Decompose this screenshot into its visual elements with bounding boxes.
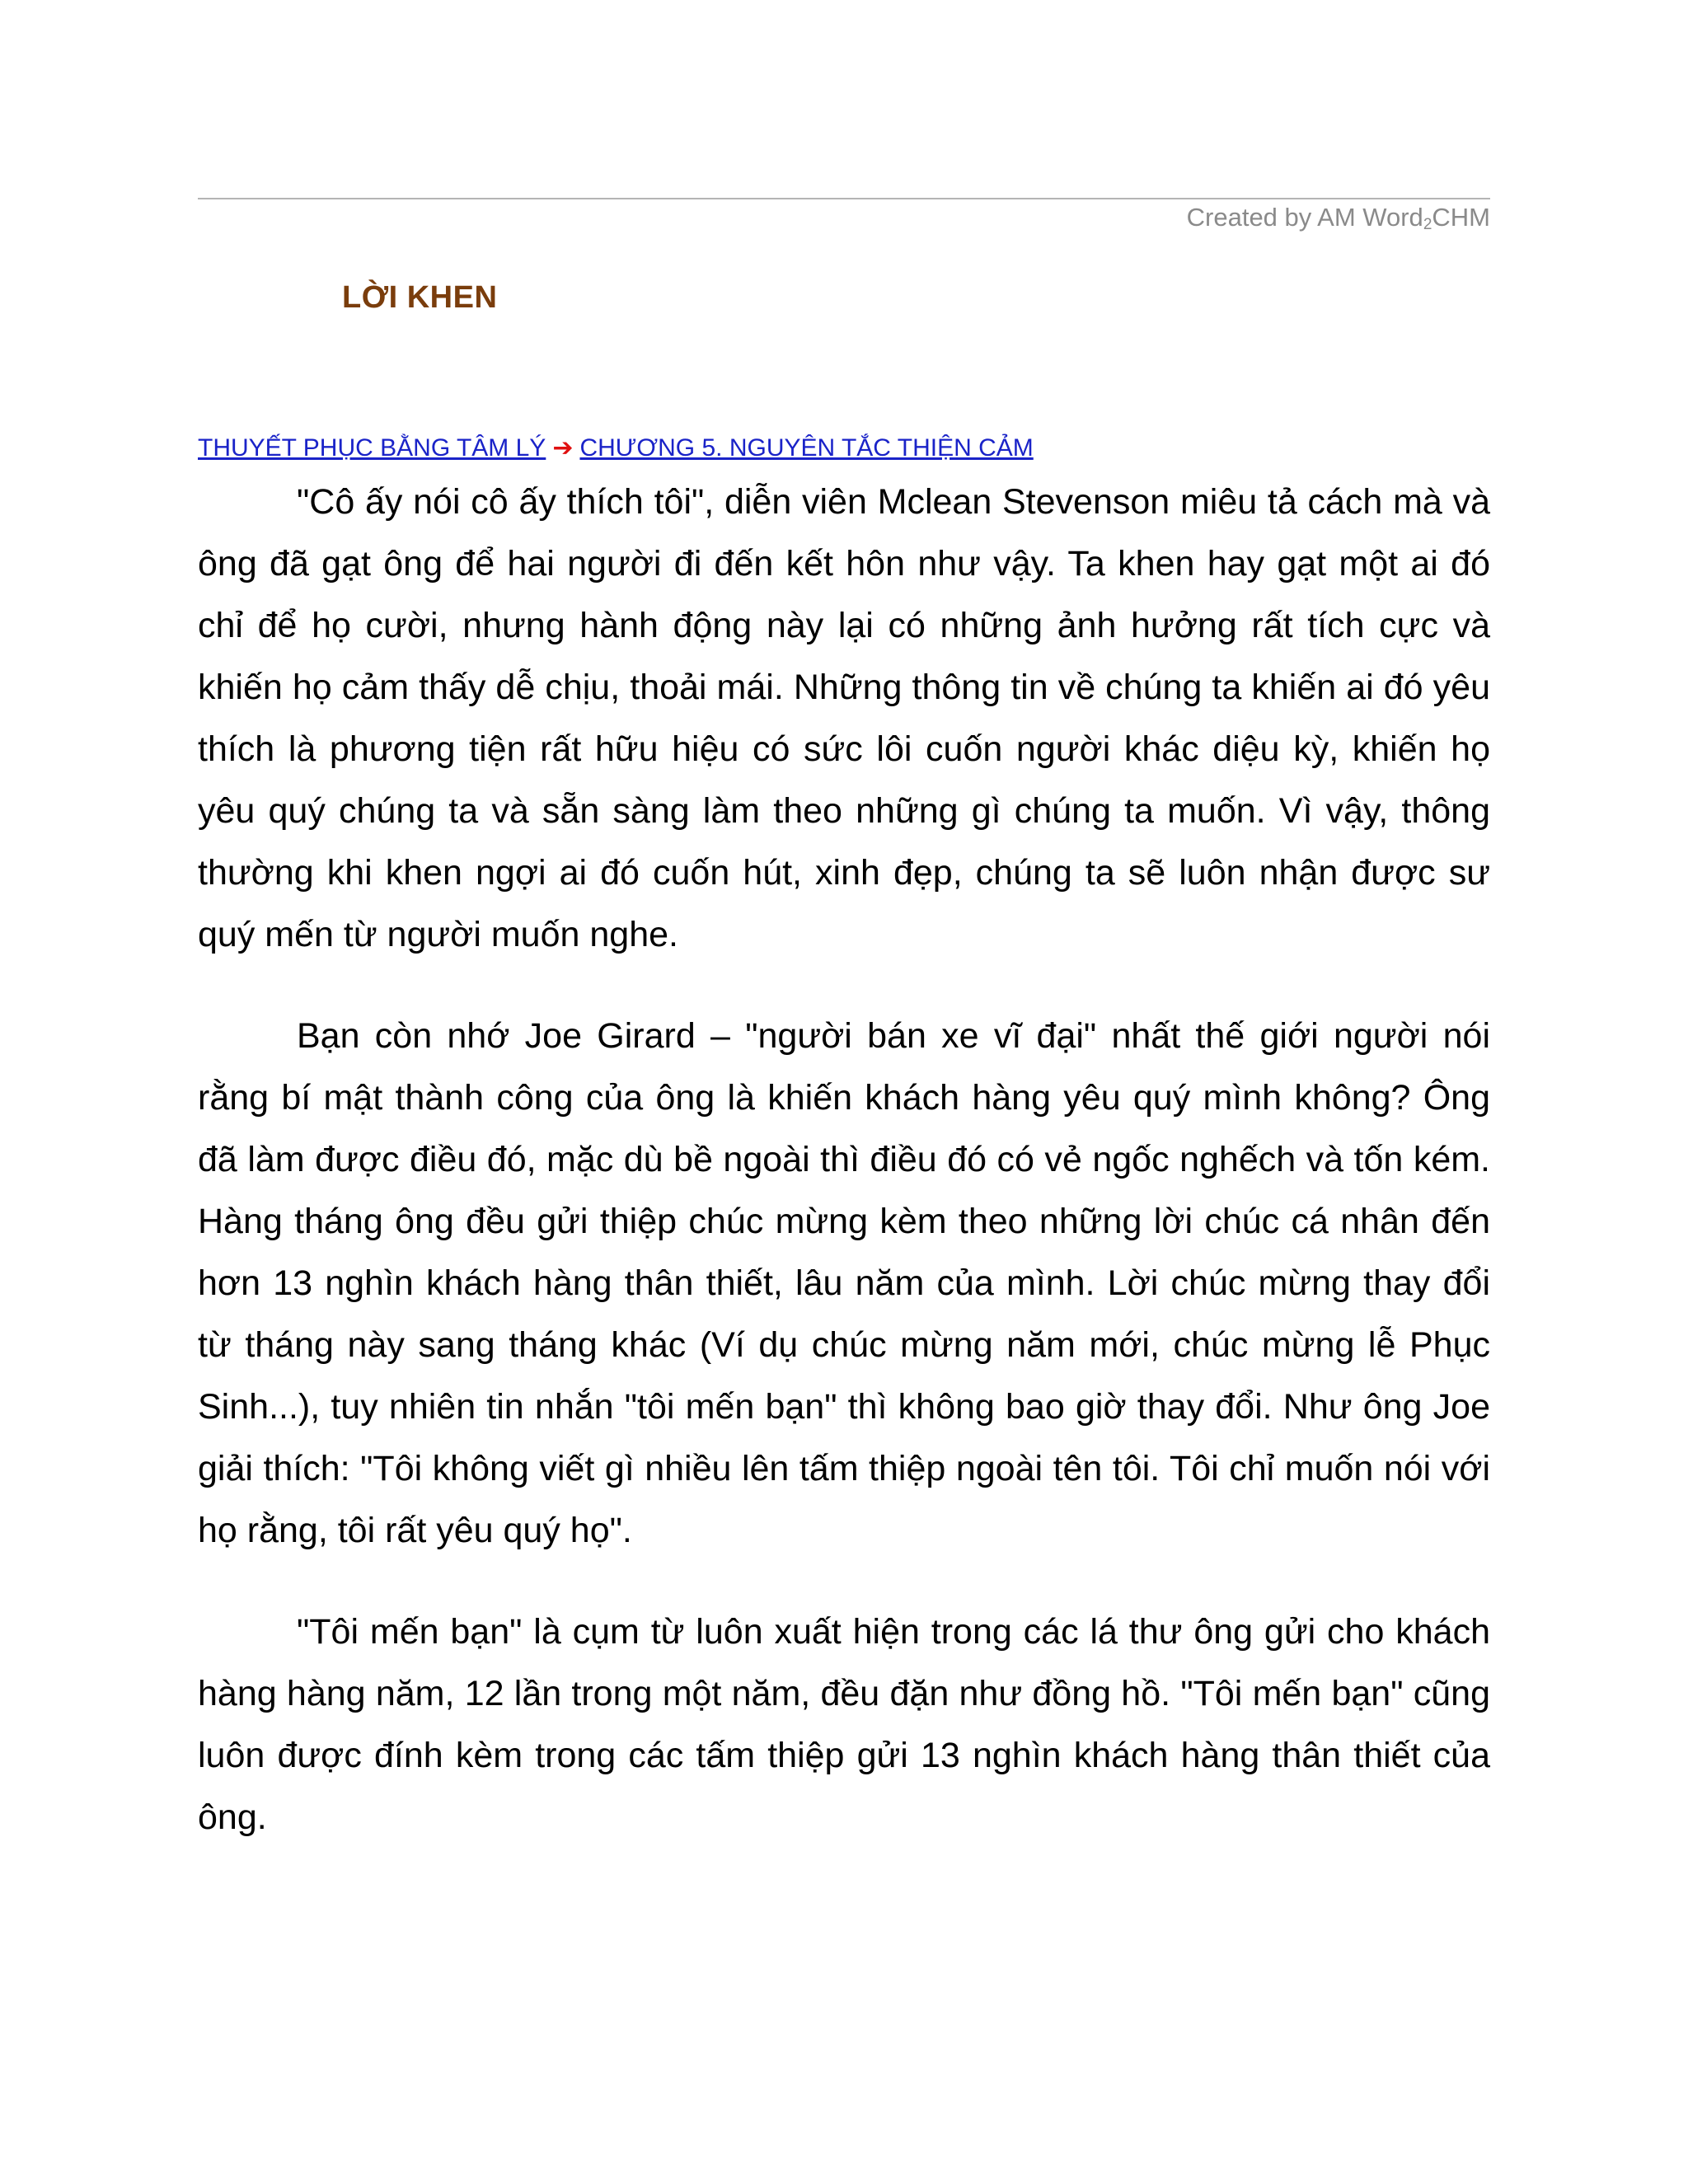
paragraph-3: "Tôi mến bạn" là cụm từ luôn xuất hiện trong các lá thư ông gửi cho khách hàng hàng năm, 12 lần trong một năm, đều đặn như đồng hồ. "Tôi mến bạn" cũng luôn được đính kèm trong các tấm thiệp gửi 13 nghìn khách hàng thân thiết của ông. [198, 1612, 1490, 1837]
breadcrumb [198, 434, 1034, 462]
header-divider [198, 198, 1490, 199]
arrow-right-icon: ➔ [552, 434, 574, 462]
credit-subscript: 2 [1423, 216, 1432, 233]
credit-suffix: CHM [1432, 203, 1490, 232]
breadcrumb-chapter-link[interactable]: CHƯƠNG 5. NGUYÊN TẮC THIỆN CẢM [579, 434, 1034, 462]
credit-prefix: Created by AM Word [1186, 203, 1423, 232]
paragraph-2: Bạn còn nhớ Joe Girard – "người bán xe vĩ đại" nhất thế giới người nói rằng bí mật thành công của ông là khiến khách hàng yêu quý mình không? Ông đã làm được điều đó, mặc dù bề ngoài thì điều đó có vẻ ngốc nghếch và tốn kém. Hàng tháng ông đều gửi thiệp chúc mừng kèm theo những lời chúc cá nhân đến hơn 13 nghìn khách hàng thân thiết, lâu năm của mình. Lời chúc mừng thay đổi từ tháng này sang tháng khác (Ví dụ chúc mừng năm mới, chúc mừng lễ Phục Sinh...), tuy nhiên tin nhắn "tôi mến bạn" thì không bao giờ thay đổi. Như ông Joe giải thích: "Tôi không viết gì nhiều lên tấm thiệp ngoài tên tôi. Tôi chỉ muốn nói với họ rằng, tôi rất yêu quý họ". [198, 1016, 1490, 1550]
breadcrumb-book-link[interactable]: THUYẾT PHỤC BẰNG TÂM LÝ [198, 434, 546, 462]
page-title: LỜI KHEN [342, 280, 498, 315]
article-body [198, 471, 1490, 1888]
paragraph-1: "Cô ấy nói cô ấy thích tôi", diễn viên Mclean Stevenson miêu tả cách mà và ông đã gạt ông để hai người đi đến kết hôn như vậy. Ta khen hay gạt một ai đó chỉ để họ cười, nhưng hành động này lại có những ảnh hưởng rất tích cực và khiến họ cảm thấy dễ chịu, thoải mái. Những thông tin về chúng ta khiến ai đó yêu thích là phương tiện rất hữu hiệu có sức lôi cuốn người khác diệu kỳ, khiến họ yêu quý chúng ta và sẵn sàng làm theo những gì chúng ta muốn. Vì vậy, thông thường khi khen ngợi ai đó cuốn hút, xinh đẹp, chúng ta sẽ luôn nhận được sư quý mến từ người muốn nghe. [198, 482, 1490, 954]
generator-credit [1187, 203, 1490, 234]
